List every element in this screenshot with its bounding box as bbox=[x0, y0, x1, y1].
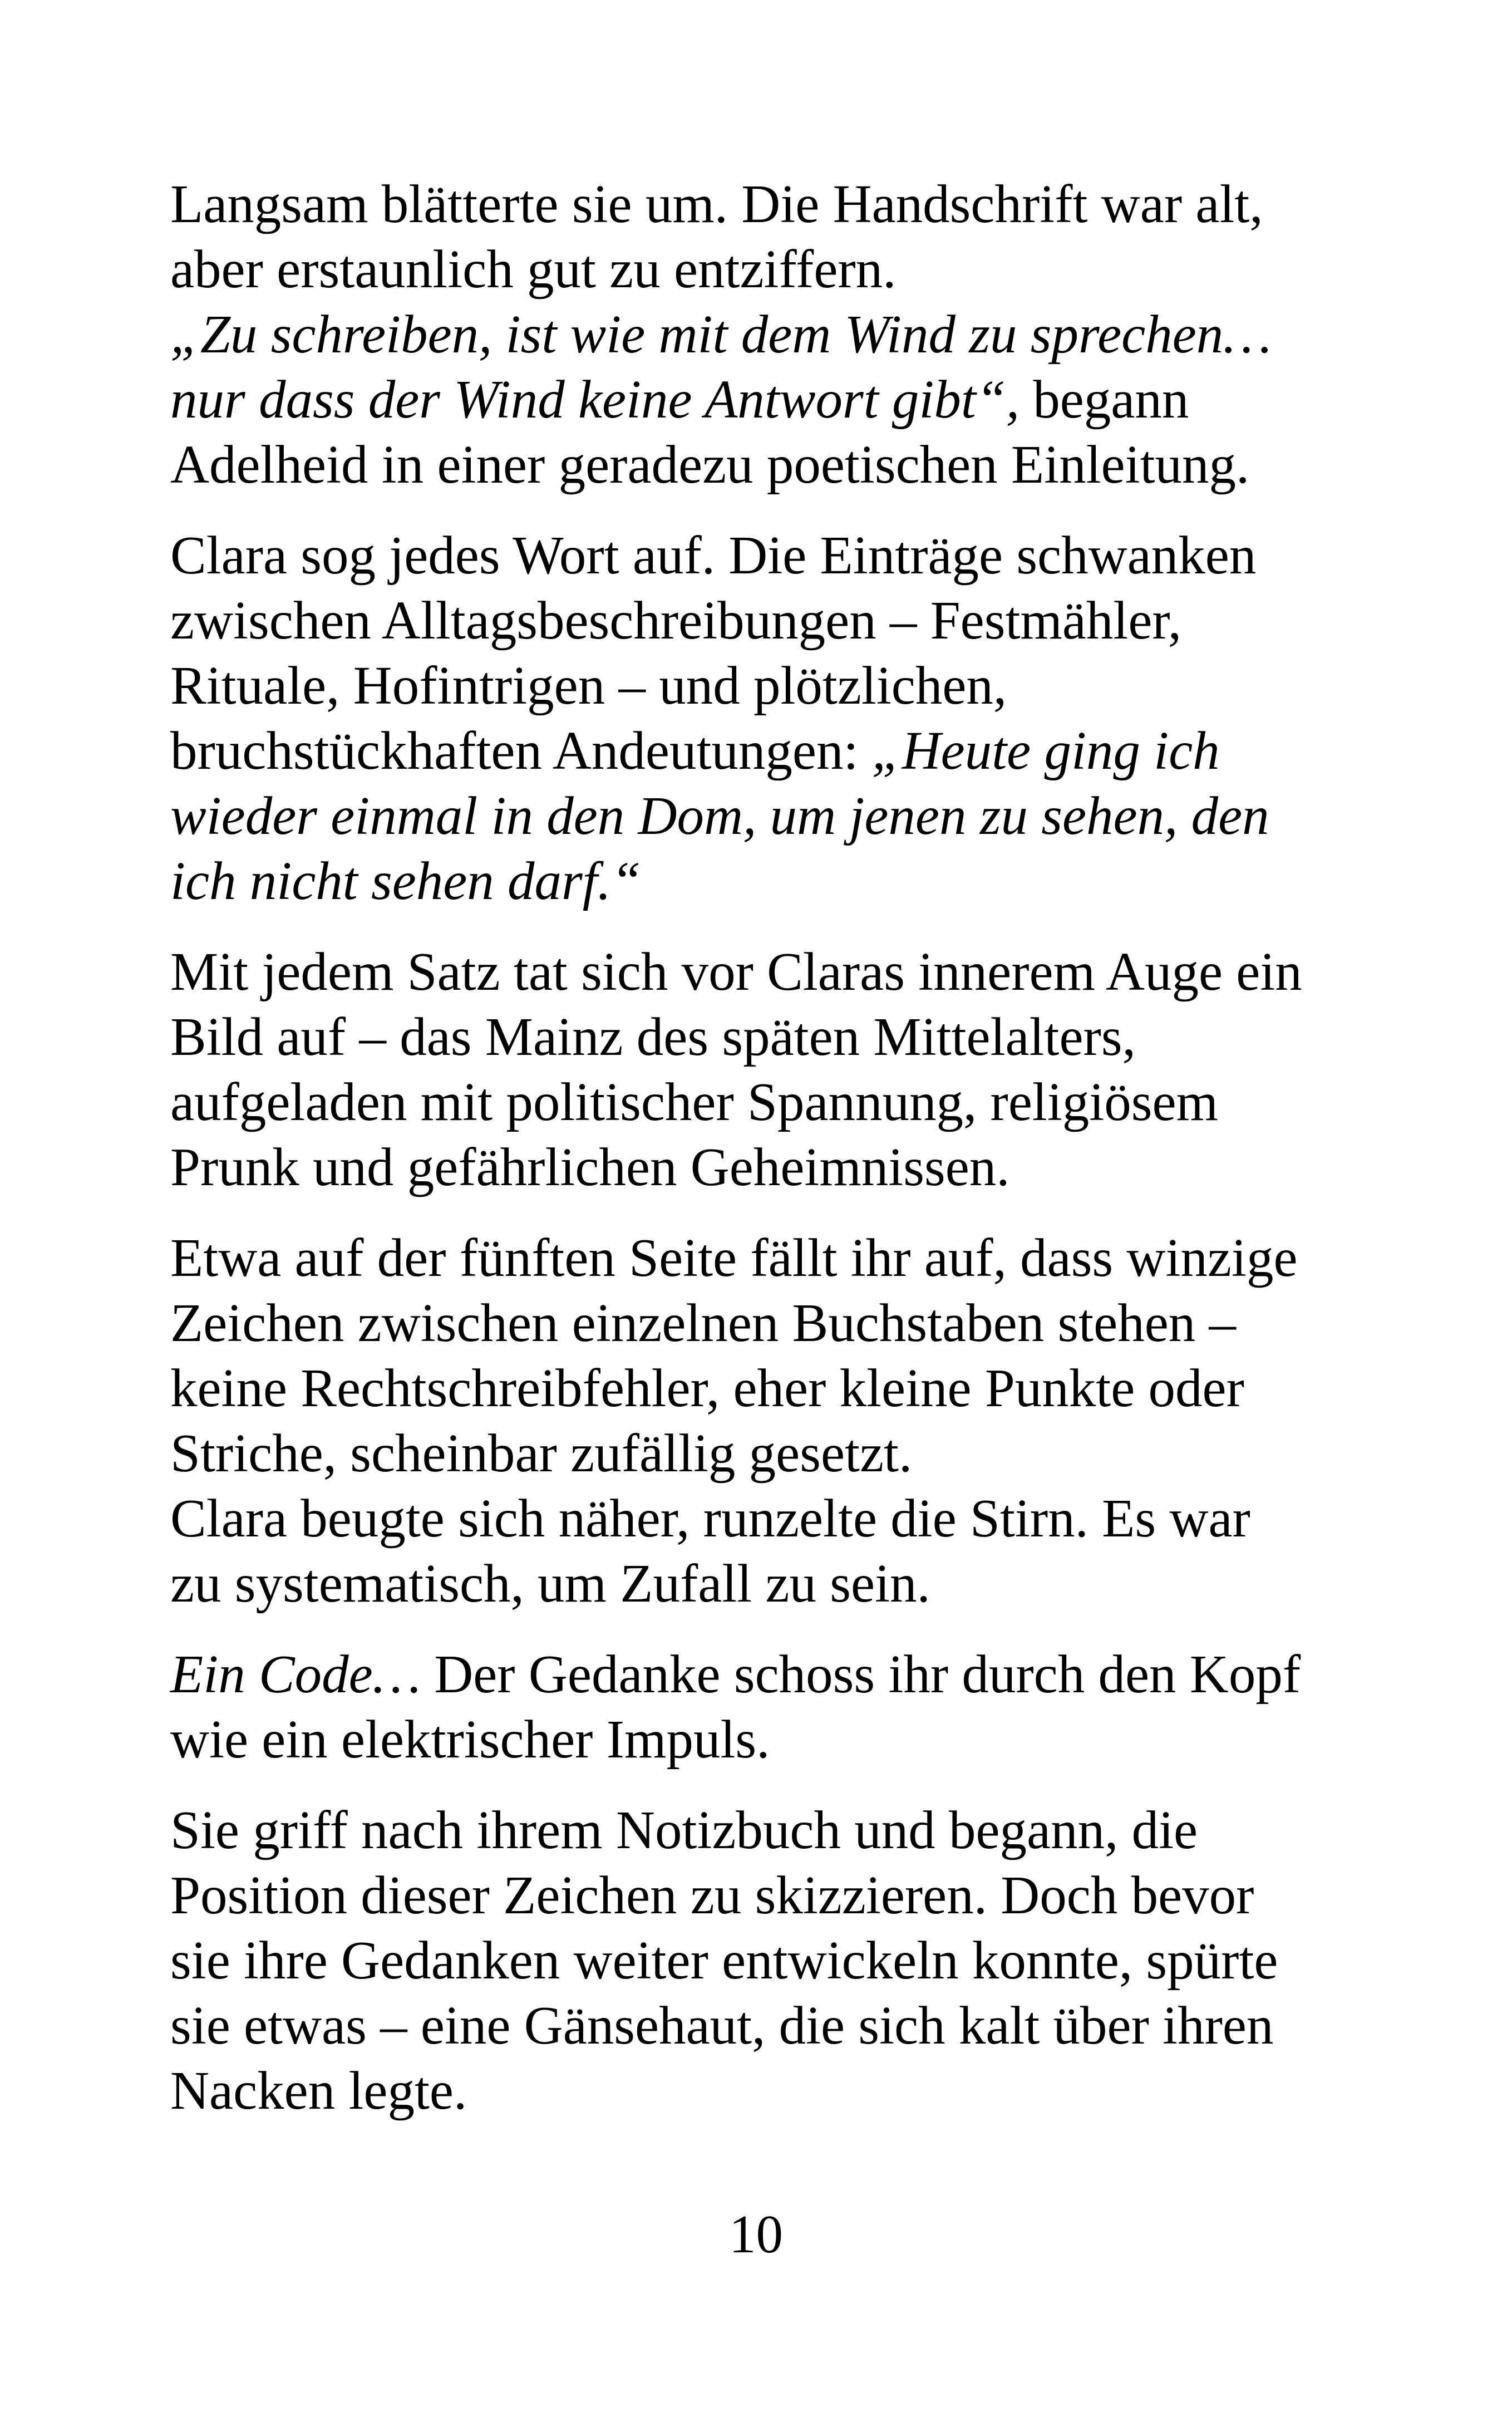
text-line bbox=[170, 1928, 1383, 1993]
text-run: keine Rechtschreibfehler, eher kleine Punkte oder bbox=[170, 1358, 1244, 1418]
text-line bbox=[170, 1551, 1383, 1616]
paragraph-gap bbox=[170, 497, 1383, 523]
text-line bbox=[170, 523, 1383, 588]
text-line bbox=[170, 302, 1383, 367]
paragraph bbox=[170, 939, 1383, 1200]
italic-text: nur dass der Wind keine Antwort gibt“, bbox=[170, 370, 1020, 429]
text-run: sie etwas – eine Gänsehaut, die sich kalt über ihren bbox=[170, 1996, 1274, 2055]
text-line bbox=[170, 237, 1383, 302]
body-text bbox=[170, 171, 1383, 2123]
text-run: bruchstückhaften Andeutungen: bbox=[170, 721, 872, 780]
text-run: Adelheid in einer geradezu poetischen Einleitung. bbox=[170, 435, 1250, 494]
italic-text: Ein Code… bbox=[170, 1644, 421, 1704]
text-line bbox=[170, 171, 1383, 237]
text-run: Mit jedem Satz tat sich vor Claras innerem Auge ein bbox=[170, 942, 1302, 1001]
text-run: Der Gedanke schoss ihr durch den Kopf bbox=[420, 1644, 1301, 1704]
text-line bbox=[170, 1069, 1383, 1135]
text-line bbox=[170, 1798, 1383, 1863]
paragraph bbox=[170, 1225, 1383, 1616]
text-line bbox=[170, 1486, 1383, 1551]
text-run: zu systematisch, um Zufall zu sein. bbox=[170, 1554, 930, 1613]
text-line bbox=[170, 1642, 1383, 1707]
text-line bbox=[170, 718, 1383, 783]
text-run: Striche, scheinbar zufällig gesetzt. bbox=[170, 1423, 913, 1483]
text-line bbox=[170, 367, 1383, 432]
text-run: Clara beugte sich näher, runzelte die Stirn. Es war bbox=[170, 1489, 1250, 1548]
text-run: Zeichen zwischen einzelnen Buchstaben stehen – bbox=[170, 1293, 1236, 1353]
text-run: zwischen Alltagsbeschreibungen – Festmähler, bbox=[170, 591, 1182, 650]
page-number: 10 bbox=[729, 2204, 783, 2264]
text-run: Etwa auf der fünften Seite fällt ihr auf, dass winzige bbox=[170, 1228, 1298, 1288]
text-run: Rituale, Hofintrigen – und plötzlichen, bbox=[170, 656, 1007, 715]
italic-text: „Heute ging ich bbox=[871, 721, 1220, 780]
text-line bbox=[170, 1707, 1383, 1772]
paragraph bbox=[170, 171, 1383, 497]
paragraph bbox=[170, 1798, 1383, 2123]
text-run: aber erstaunlich gut zu entziffern. bbox=[170, 239, 897, 299]
italic-text: „Zu schreiben, ist wie mit dem Wind zu sprechen… bbox=[170, 305, 1272, 364]
text-run: wie ein elektrischer Impuls. bbox=[170, 1710, 770, 1769]
text-run: Bild auf – das Mainz des späten Mittelalters, bbox=[170, 1007, 1136, 1067]
text-line bbox=[170, 1863, 1383, 1928]
paragraph-gap bbox=[170, 1616, 1383, 1642]
text-run: Prunk und gefährlichen Geheimnissen. bbox=[170, 1137, 1010, 1197]
paragraph-gap bbox=[170, 914, 1383, 939]
text-line bbox=[170, 783, 1383, 848]
text-run: Position dieser Zeichen zu skizzieren. Doch bevor bbox=[170, 1865, 1254, 1925]
text-line bbox=[170, 588, 1383, 653]
text-line bbox=[170, 1225, 1383, 1290]
text-run: begann bbox=[1020, 370, 1189, 429]
text-run: aufgeladen mit politischer Spannung, religiösem bbox=[170, 1072, 1218, 1132]
paragraph bbox=[170, 1642, 1383, 1772]
text-run: sie ihre Gedanken weiter entwickeln konnte, spürte bbox=[170, 1931, 1278, 1990]
paragraph-gap bbox=[170, 1200, 1383, 1225]
text-line bbox=[170, 848, 1383, 914]
text-line bbox=[170, 1004, 1383, 1069]
text-line bbox=[170, 1135, 1383, 1200]
text-line bbox=[170, 1290, 1383, 1356]
text-line bbox=[170, 1356, 1383, 1421]
italic-text: ich nicht sehen darf.“ bbox=[170, 851, 641, 911]
paragraph bbox=[170, 523, 1383, 914]
text-run: Nacken legte. bbox=[170, 2061, 467, 2120]
text-line bbox=[170, 432, 1383, 497]
text-line bbox=[170, 1993, 1383, 2058]
text-line bbox=[170, 653, 1383, 718]
text-line bbox=[170, 2058, 1383, 2123]
text-run: Clara sog jedes Wort auf. Die Einträge schwanken bbox=[170, 526, 1257, 585]
paragraph-gap bbox=[170, 1772, 1383, 1798]
text-run: Sie griff nach ihrem Notizbuch und begann, die bbox=[170, 1800, 1198, 1860]
text-run: Langsam blätterte sie um. Die Handschrift war alt, bbox=[170, 174, 1263, 234]
italic-text: wieder einmal in den Dom, um jenen zu sehen, den bbox=[170, 786, 1269, 846]
text-line bbox=[170, 1421, 1383, 1486]
text-line bbox=[170, 939, 1383, 1004]
